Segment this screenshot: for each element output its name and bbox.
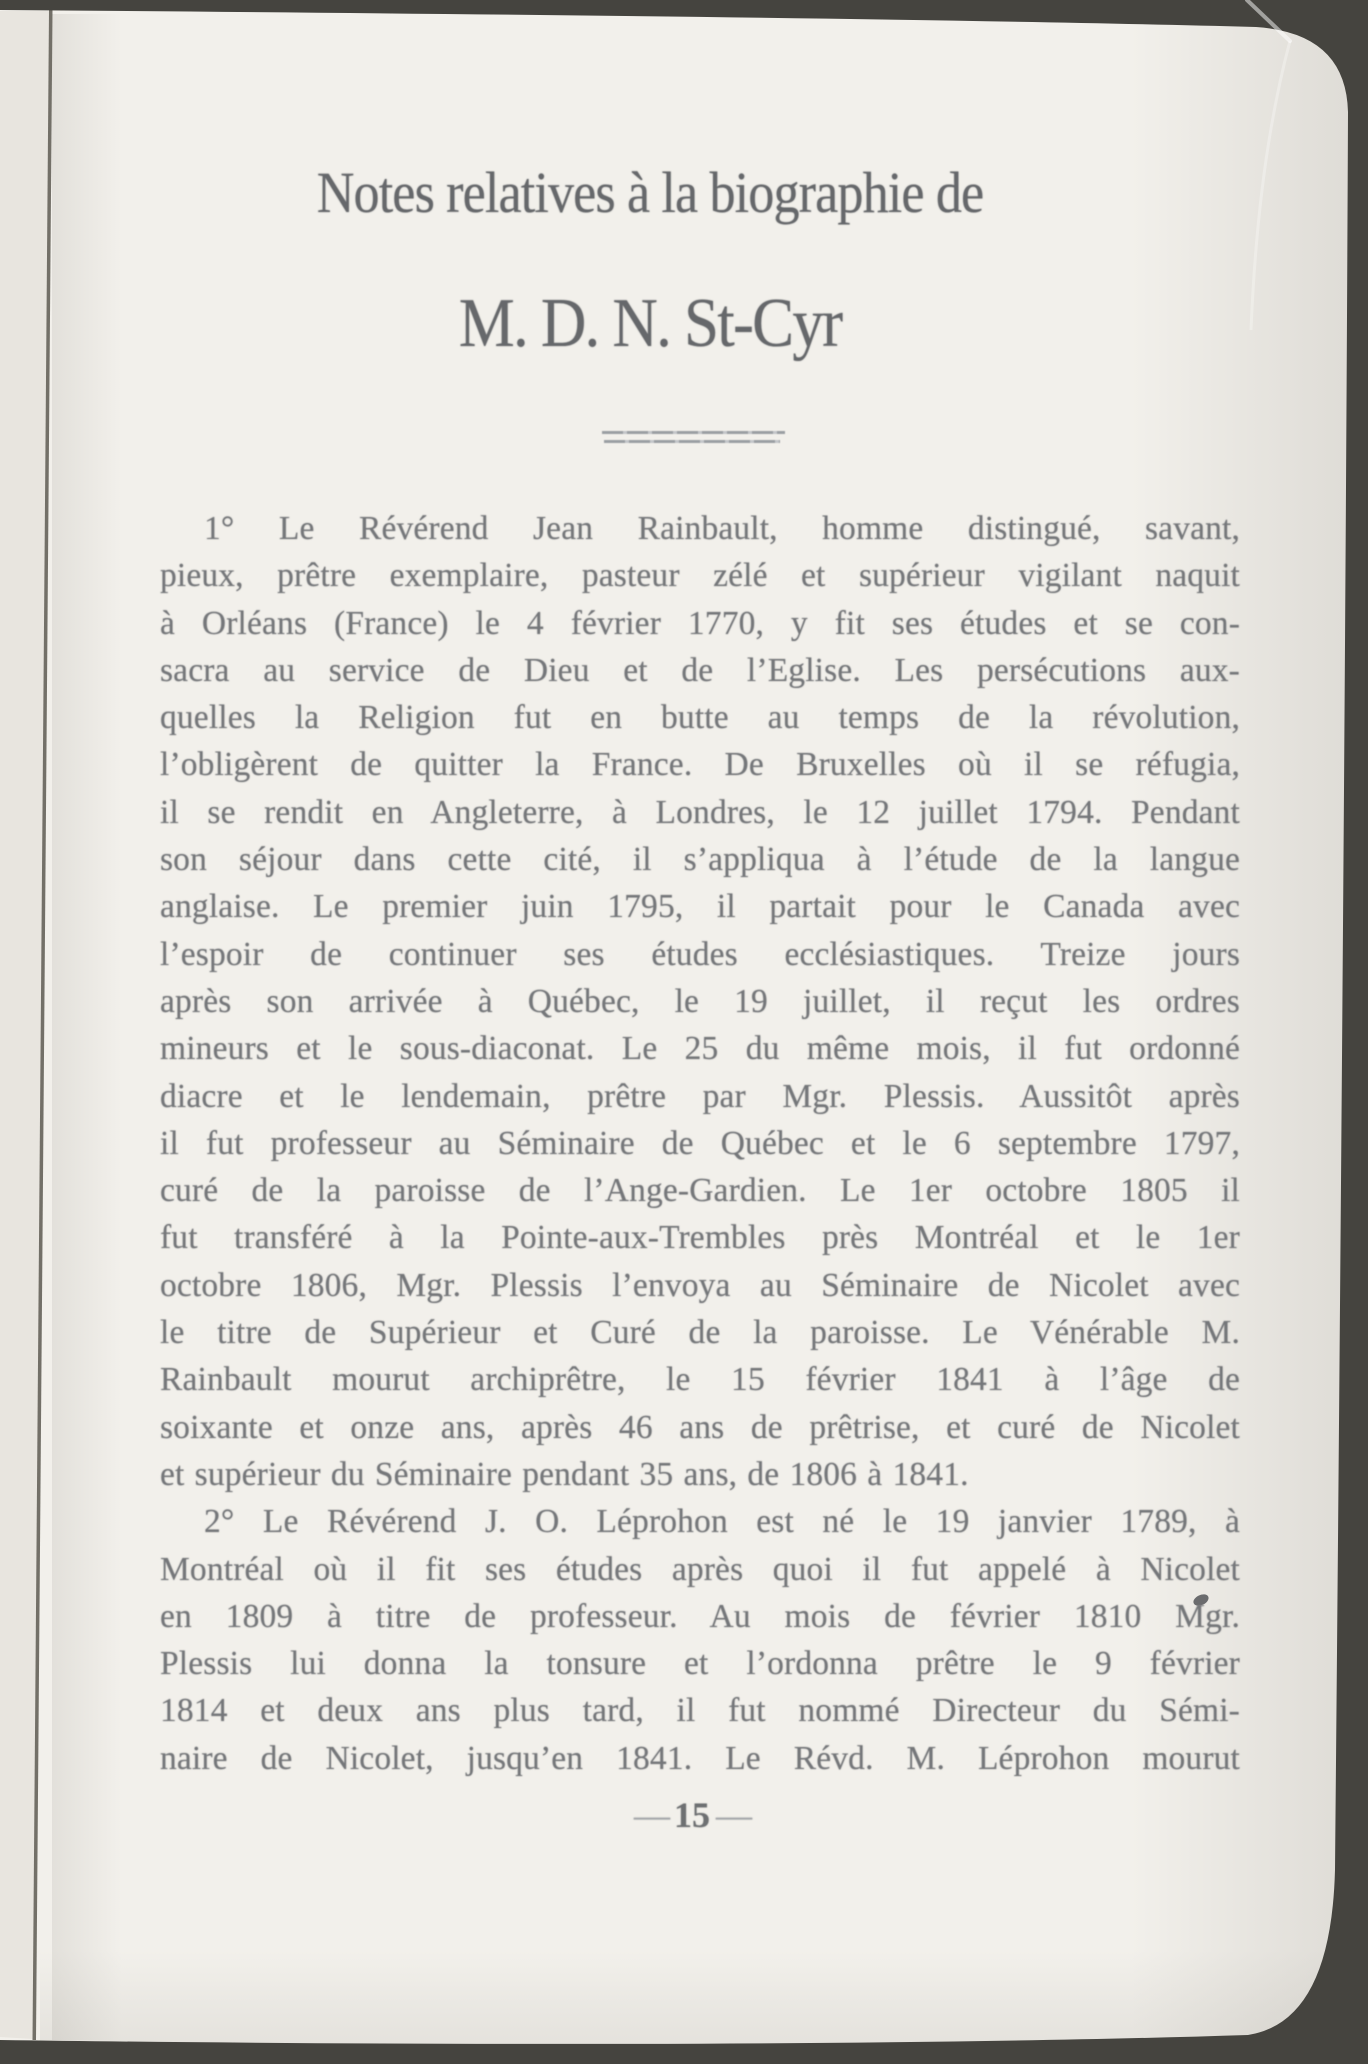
text-line: Rainbault mourut archiprêtre, le 15 février 1841 à l’âge de bbox=[160, 1361, 1240, 1399]
page-footer bbox=[592, 1795, 792, 1835]
page-title-line-2: M. D. N. St-Cyr bbox=[458, 285, 842, 362]
text-line: en 1809 à titre de professeur. Au mois de février 1810 Mgr. bbox=[160, 1597, 1240, 1635]
text-line: l’obligèrent de quitter la France. De Bruxelles où il se réfugia, bbox=[160, 746, 1240, 784]
text-line: 1° Le Révérend Jean Rainbault, homme distingué, savant, bbox=[204, 510, 1240, 547]
text-line: après son arrivée à Québec, le 19 juillet, il reçut les ordres bbox=[160, 982, 1240, 1020]
text-line: octobre 1806, Mgr. Plessis l’envoya au Séminaire de Nicolet avec bbox=[160, 1266, 1240, 1304]
text-line: mineurs et le sous-diaconat. Le 25 du même mois, il fut ordonné bbox=[160, 1030, 1240, 1068]
text-line: il fut professeur au Séminaire de Québec et le 6 septembre 1797, bbox=[160, 1124, 1240, 1162]
text-line: naire de Nicolet, jusqu’en 1841. Le Révd. M. Léprohon mourut bbox=[160, 1739, 1240, 1777]
text-line: il se rendit en Angleterre, à Londres, le 12 juillet 1794. Pendant bbox=[160, 793, 1240, 831]
text-line: anglaise. Le premier juin 1795, il partait pour le Canada avec bbox=[160, 888, 1240, 926]
page-title-line-1: Notes relatives à la biographie de bbox=[316, 160, 984, 225]
text-line: sacra au service de Dieu et de l’Eglise. Les persécutions aux- bbox=[160, 651, 1240, 689]
text-line: pieux, prêtre exemplaire, pasteur zélé et supérieur vigilant naquit bbox=[160, 557, 1240, 595]
text-line: 2° Le Révérend J. O. Léprohon est né le 19 janvier 1789, à bbox=[204, 1503, 1240, 1541]
text-line: 1814 et deux ans plus tard, il fut nommé Directeur du Sémi- bbox=[160, 1692, 1240, 1730]
divider-rule-top bbox=[602, 431, 785, 434]
text-line: quelles la Religion fut en butte au temps de la révolution, bbox=[160, 699, 1240, 737]
body-text bbox=[160, 505, 1240, 1782]
text-line: curé de la paroisse de l’Ange-Gardien. Le 1er octobre 1805 il bbox=[160, 1172, 1240, 1210]
text-line: et supérieur du Séminaire pendant 35 ans, de 1806 à 1841. bbox=[160, 1455, 969, 1493]
text-line: à Orléans (France) le 4 février 1770, y fit ses études et se con- bbox=[160, 604, 1240, 642]
title-divider-double-rule bbox=[602, 431, 785, 443]
footer-dash-left: — bbox=[634, 1795, 668, 1835]
text-line: soixante et onze ans, après 46 ans de prêtrise, et curé de Nicolet bbox=[160, 1408, 1240, 1446]
footer-dash-right: — bbox=[716, 1795, 750, 1835]
page-number: 15 bbox=[674, 1795, 710, 1835]
text-line: l’espoir de continuer ses études ecclésiastiques. Treize jours bbox=[160, 935, 1240, 973]
divider-rule-bottom bbox=[604, 440, 780, 443]
text-line: Plessis lui donna la tonsure et l’ordonna prêtre le 9 février bbox=[160, 1645, 1240, 1683]
text-line: fut transféré à la Pointe-aux-Trembles près Montréal et le 1er bbox=[160, 1219, 1240, 1257]
text-line: le titre de Supérieur et Curé de la paroisse. Le Vénérable M. bbox=[160, 1314, 1240, 1352]
text-line: son séjour dans cette cité, il s’appliqua à l’étude de la langue bbox=[160, 841, 1240, 879]
text-line: diacre et le lendemain, prêtre par Mgr. Plessis. Aussitôt après bbox=[160, 1077, 1240, 1115]
text-line: Montréal où il fit ses études après quoi il fut appelé à Nicolet bbox=[160, 1550, 1240, 1588]
